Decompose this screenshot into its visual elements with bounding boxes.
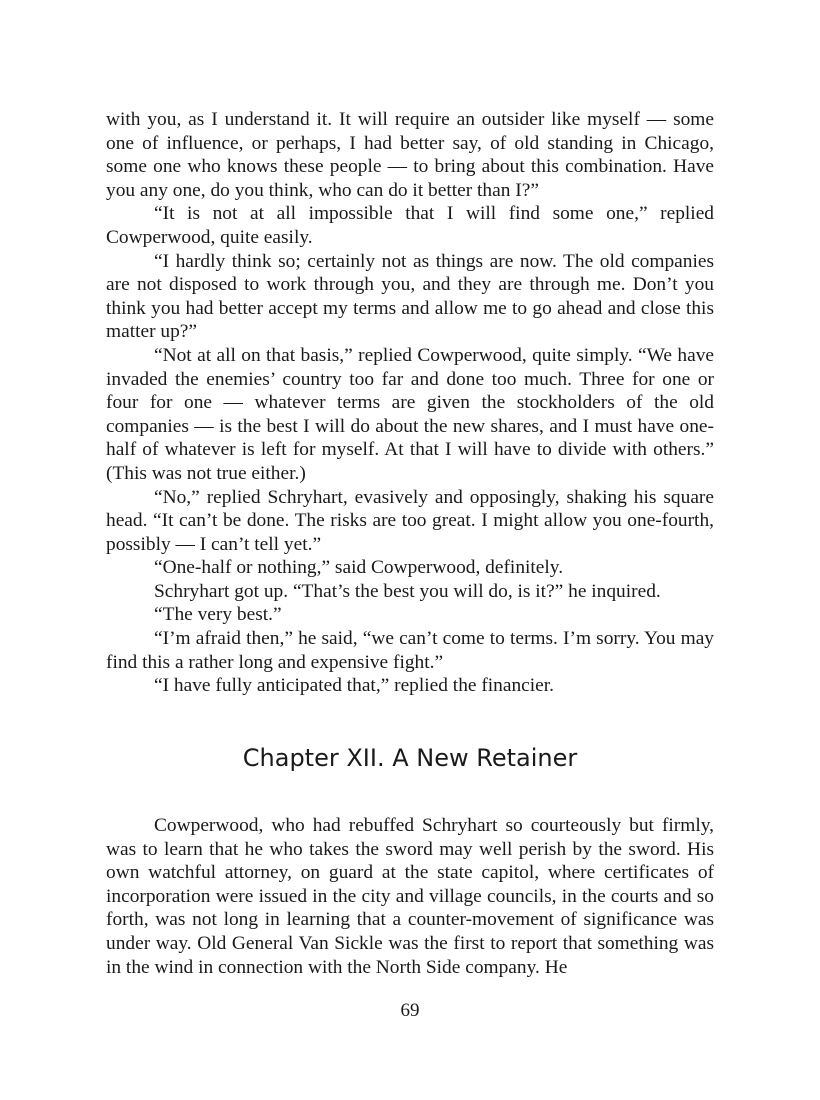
paragraph: Schryhart got up. “That’s the best you will do, is it?” he inquired. bbox=[154, 580, 661, 602]
paragraph: “I’m afraid then,” he said, “we can’t come to terms. I’m sorry. You may find this a rather long and expensive fight.” bbox=[106, 628, 714, 673]
paragraph: “I hardly think so; certainly not as things are now. The old companies are not disposed to work through you, and they are through me. Don’t you think you had better accept my terms and allow me to go ahead and close this matter up?” bbox=[106, 250, 714, 343]
chapter-heading: Chapter XII. A New Retainer bbox=[242, 744, 578, 772]
chapter-body-text bbox=[106, 814, 714, 979]
paragraph: “One-half or nothing,” said Cowperwood, definitely. bbox=[154, 557, 564, 579]
paragraph: “The very best.” bbox=[154, 604, 282, 626]
body-text bbox=[106, 108, 714, 698]
page-number: 69 bbox=[400, 1000, 420, 1021]
paragraph: “No,” replied Schryhart, evasively and opposingly, shaking his square head. “It can’t be done. The risks are too great. I might allow you one-fourth, possibly — I can’t tell yet.” bbox=[106, 486, 714, 555]
paragraph: with you, as I understand it. It will require an outsider like myself — some one of influence, or perhaps, I had better say, of old standing in Chicago, some one who knows these people — to bring about this combination. Have you any one, do you think, who can do it better than I?” bbox=[106, 109, 714, 201]
paragraph: “I have fully anticipated that,” replied the financier. bbox=[154, 675, 555, 697]
paragraph: “It is not at all impossible that I will find some one,” replied Cowperwood, quite easily. bbox=[106, 203, 714, 248]
paragraph: “Not at all on that basis,” replied Cowperwood, quite simply. “We have invaded the enemies’ country too far and done too much. Three for one or four for one — whatever terms are given the stockholders of the old companies — is the best I will do about the new shares, and I must have one-half of whatever is left for myself. At that I will have to divide with others.” (This was not true either.) bbox=[106, 344, 714, 484]
paragraph: Cowperwood, who had rebuffed Schryhart so courteously but firmly, was to learn that he who takes the sword may well perish by the sword. His own watchful attorney, on guard at the state capitol, where certificates of incorporation were issued in the city and village councils, in the courts and so forth, was not long in learning that a counter-movement of significance was under way. Old General Van Sickle was the first to report that something was in the wind in connection with the North Side company. He bbox=[106, 815, 714, 978]
